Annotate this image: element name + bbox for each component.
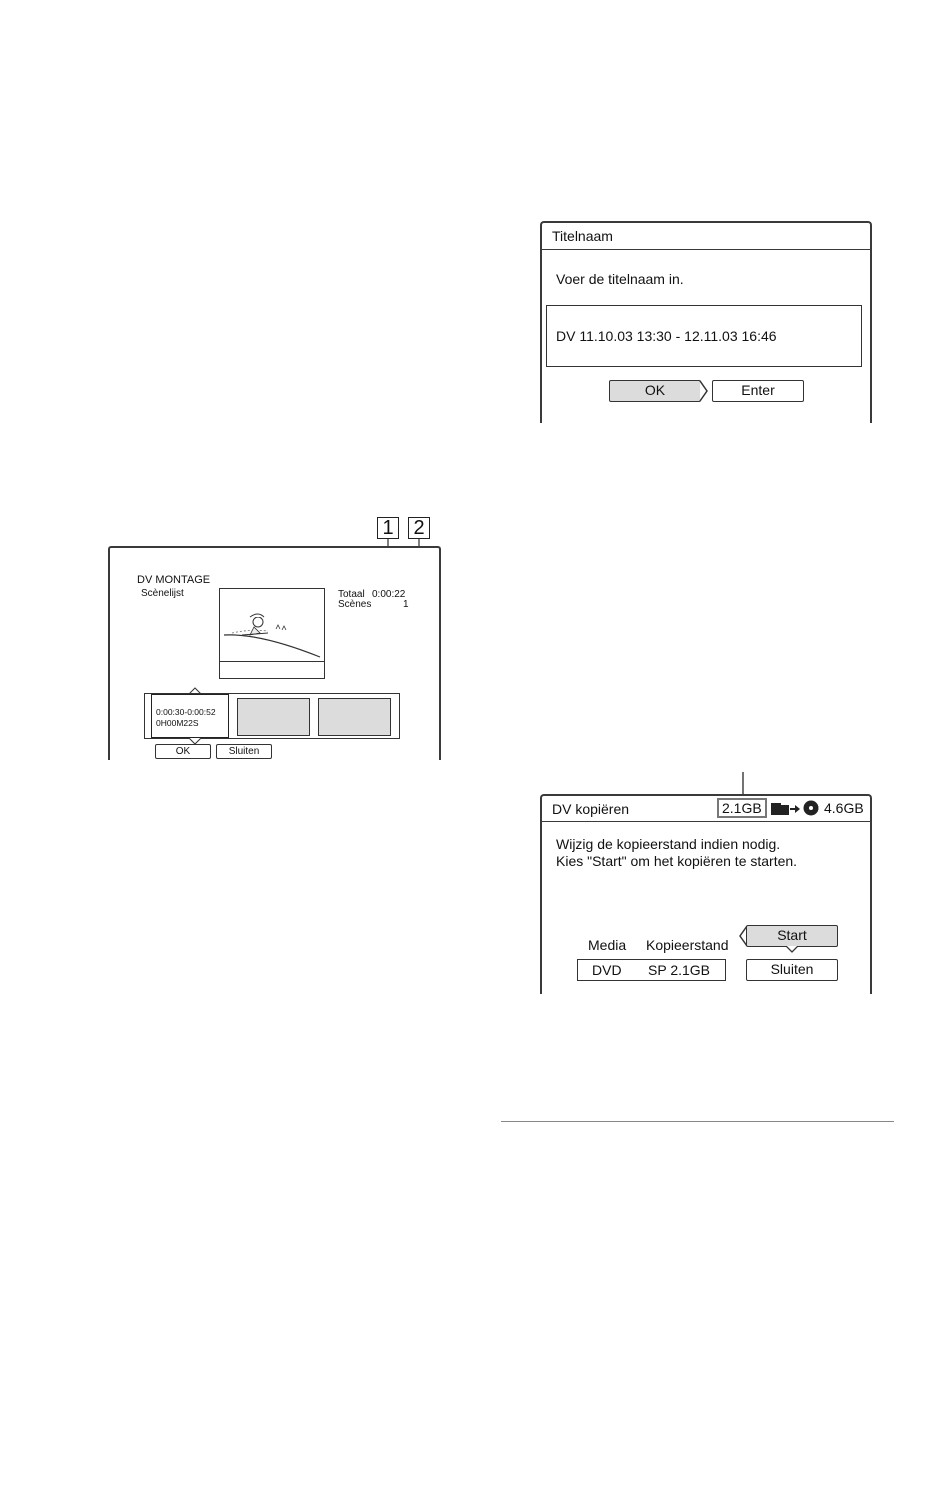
dialog-prompt: Voer de titelnaam in. [556, 271, 684, 287]
dialog-title-bar [542, 796, 870, 822]
arrow-right-icon [790, 804, 800, 814]
callout-2: 2 [408, 517, 430, 539]
disc-icon [803, 800, 819, 816]
section-divider [501, 1121, 894, 1122]
preview-screen [219, 588, 325, 679]
ok-button[interactable]: OK [155, 744, 211, 759]
size-right: 4.6GB [824, 800, 864, 816]
skier-illustration [220, 589, 323, 661]
instruction-line-2: Kies "Start" om het kopiëren te starten. [556, 853, 798, 869]
camcorder-icon [771, 803, 789, 815]
dialog-title: Titelnaam [542, 223, 870, 250]
dv-kopieren-dialog [540, 794, 872, 994]
callout-leader-line [741, 772, 745, 796]
mode-value: SP 2.1GB [648, 962, 711, 978]
media-value: DVD [592, 962, 622, 978]
dialog-title: DV kopiëren [552, 801, 630, 817]
start-button[interactable]: Start [746, 925, 838, 947]
media-header: Media [588, 937, 627, 953]
scenes-label: Scènes [338, 599, 372, 610]
copy-settings-field[interactable] [577, 959, 726, 981]
close-button[interactable]: Sluiten [746, 959, 838, 981]
title-name-value: DV 11.10.03 13:30 - 12.11.03 16:46 [556, 328, 777, 344]
close-button[interactable]: Sluiten [216, 744, 272, 759]
scenes-value: 1 [403, 599, 409, 610]
scene-item-empty[interactable] [237, 698, 310, 736]
mode-header: Kopieerstand [646, 937, 729, 953]
dv-montage-dialog [108, 546, 441, 760]
instruction-line-1: Wijzig de kopieerstand indien nodig. [556, 836, 781, 852]
size-left: 2.1GB [722, 800, 762, 816]
callout-1: 1 [377, 517, 399, 539]
scene-range: 0:00:30-0:00:52 [156, 707, 216, 717]
scene-item-selected[interactable] [151, 694, 229, 738]
totaal-value: 0:00:22 [372, 589, 406, 600]
montage-title: DV MONTAGE [137, 574, 211, 586]
cursor-pointer-icon [786, 946, 798, 953]
scene-duration: 0H00M22S [156, 718, 199, 728]
enter-button[interactable]: Enter [712, 380, 804, 402]
size-left-badge [717, 798, 767, 818]
ok-button[interactable]: OK [609, 380, 701, 402]
totaal-label: Totaal [338, 589, 365, 600]
scene-list-label: Scènelijst [141, 588, 184, 599]
scene-item-empty[interactable] [318, 698, 391, 736]
